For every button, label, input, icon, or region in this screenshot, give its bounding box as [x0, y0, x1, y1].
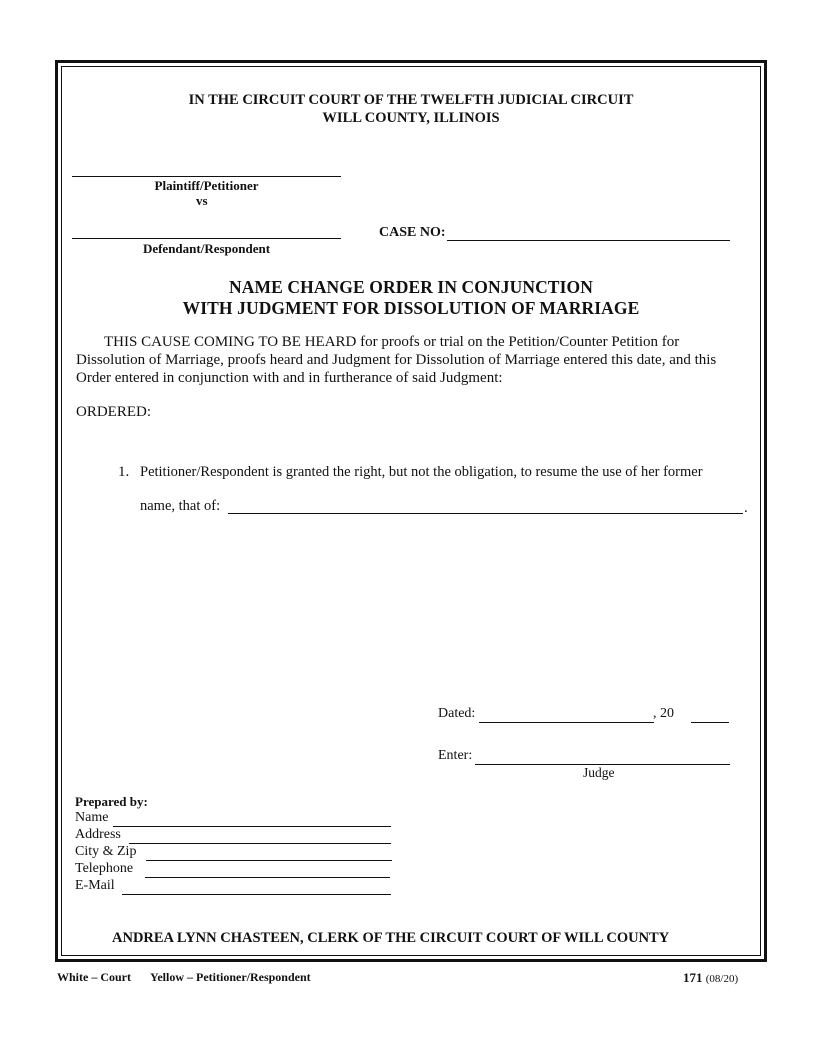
- prepared-name-label: Name: [75, 810, 109, 825]
- item1-text: Petitioner/Respondent is granted the right, but not the obligation, to resume the use of her former: [140, 464, 703, 480]
- case-no-label: CASE NO:: [379, 225, 446, 240]
- enter-label: Enter:: [438, 748, 473, 763]
- footer-yellow-copy: Yellow – Petitioner/Respondent: [150, 970, 311, 984]
- prepared-city-field[interactable]: [146, 844, 392, 860]
- judge-label: Judge: [583, 765, 615, 780]
- prepared-telephone-field[interactable]: [145, 861, 390, 877]
- intro-line3: Order entered in conjunction with and in furtherance of said Judgment:: [76, 370, 503, 386]
- former-name-period: .: [744, 500, 748, 516]
- prepared-city-label: City & Zip: [75, 844, 137, 859]
- form-revision-date: (08/20): [705, 973, 739, 985]
- judge-signature-field[interactable]: [475, 748, 730, 764]
- vs-label: vs: [196, 193, 208, 208]
- defendant-line: [72, 238, 341, 239]
- prepared-telephone-label: Telephone: [75, 861, 134, 876]
- dated-year-prefix: , 20: [653, 706, 674, 721]
- item1-number: 1.: [118, 464, 130, 480]
- prepared-email-field[interactable]: [122, 878, 391, 894]
- ordered-label: ORDERED:: [76, 404, 151, 420]
- dated-field[interactable]: [479, 706, 654, 722]
- case-no-field[interactable]: [447, 224, 730, 240]
- prepared-email-line: [122, 894, 391, 895]
- plaintiff-line: [72, 176, 341, 177]
- clerk-name: ANDREA LYNN CHASTEEN, CLERK OF THE CIRCUIT COURT OF WILL COUNTY: [112, 930, 670, 946]
- prepared-by-heading: Prepared by:: [75, 794, 148, 809]
- former-name-line: [228, 513, 743, 514]
- court-name: IN THE CIRCUIT COURT OF THE TWELFTH JUDICIAL CIRCUIT: [188, 92, 634, 108]
- prepared-address-field[interactable]: [129, 827, 391, 843]
- dated-label: Dated:: [438, 706, 476, 721]
- dated-year-line: [691, 722, 729, 723]
- court-county: WILL COUNTY, ILLINOIS: [322, 110, 500, 126]
- form-number-value: 171: [683, 970, 703, 985]
- case-no-line: [447, 240, 730, 241]
- prepared-address-label: Address: [75, 827, 121, 842]
- plaintiff-label: Plaintiff/Petitioner: [154, 178, 259, 193]
- dated-line: [479, 722, 654, 723]
- intro-line2: Dissolution of Marriage, proofs heard and Judgment for Dissolution of Marriage entered this date, and this: [76, 352, 717, 368]
- intro-line1: THIS CAUSE COMING TO BE HEARD for proofs or trial on the Petition/Counter Petition for: [104, 334, 680, 350]
- plaintiff-field[interactable]: [72, 160, 341, 176]
- order-title-line1: NAME CHANGE ORDER IN CONJUNCTION: [229, 277, 593, 297]
- former-name-field[interactable]: [228, 497, 743, 513]
- dated-year-field[interactable]: [691, 706, 729, 722]
- prepared-name-field[interactable]: [113, 810, 391, 826]
- footer-white-copy: White – Court: [57, 970, 131, 984]
- defendant-field[interactable]: [72, 222, 341, 238]
- order-title-line2: WITH JUDGMENT FOR DISSOLUTION OF MARRIAGE: [182, 298, 640, 318]
- former-name-label: name, that of:: [140, 498, 221, 514]
- prepared-email-label: E-Mail: [75, 878, 115, 893]
- form-number: [683, 970, 738, 986]
- defendant-label: Defendant/Respondent: [142, 241, 271, 256]
